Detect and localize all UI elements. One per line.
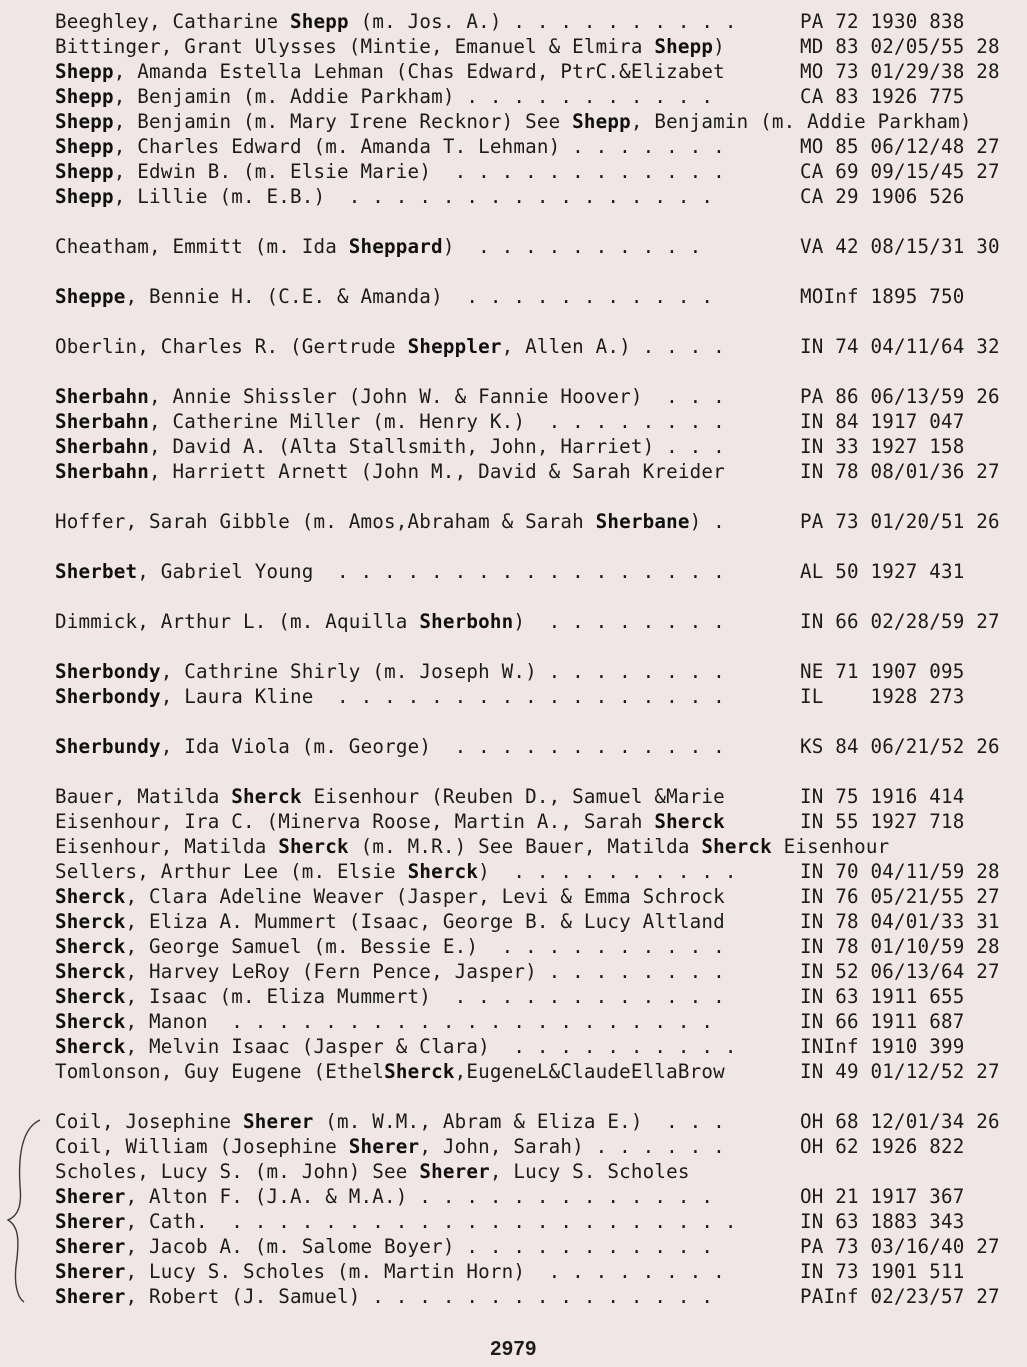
surname-highlight: Sherck <box>407 860 479 883</box>
surname-highlight: Sherbohn <box>419 610 514 633</box>
entry-record-ref: MO 85 06/12/48 27 <box>800 135 1000 158</box>
entry-record-ref: PA 86 06/13/59 26 <box>800 385 1000 408</box>
entry-text-part: , Lucy S. Scholes <box>489 1160 690 1183</box>
entry-record-ref: IN 74 04/11/64 32 <box>800 335 1000 358</box>
entry-text-part: (m. Jos. A.) . . . . . . . . . . <box>348 10 737 33</box>
entry-record-ref: IN 52 06/13/64 27 <box>800 960 1000 983</box>
entry-text-part: , Cathrine Shirly (m. Joseph W.) . . . . . . . . <box>160 660 725 683</box>
entry-text-part: , Manon . . . . . . . . . . . . . . . . . . . . . <box>125 1010 714 1033</box>
entry-text <box>55 1210 737 1234</box>
entry-text-part: , Melvin Isaac (Jasper & Clara) . . . . . . . . . . <box>125 1035 737 1058</box>
entry-record-ref: IN 66 02/28/59 27 <box>800 610 1000 633</box>
entry-text-part: , Charles Edward (m. Amanda T. Lehman) . . . . . . . <box>113 135 725 158</box>
entry-text-part: , Cath. . . . . . . . . . . . . . . . . . . . . . . <box>125 1210 737 1233</box>
entry-text <box>55 610 725 634</box>
entry-record-ref: IN 75 1916 414 <box>800 785 965 808</box>
surname-highlight: Sherck <box>701 835 772 858</box>
entry-record-ref: PA 73 01/20/51 26 <box>800 510 1000 533</box>
surname-highlight: Shepp <box>572 110 631 133</box>
entry-text <box>55 810 725 834</box>
entry-text-part: , Allen A.) . . . . <box>501 335 725 358</box>
entry-record-ref: CA 69 09/15/45 27 <box>800 160 1000 183</box>
surname-highlight: Sheppard <box>348 235 443 258</box>
entry-text-part: Oberlin, Charles R. (Gertrude <box>55 335 408 358</box>
entry-text <box>55 885 725 909</box>
entry-text-part: , John, Sarah) . . . . . . <box>419 1135 725 1158</box>
entry-text <box>55 785 725 809</box>
surname-highlight: Sherbundy <box>55 735 161 758</box>
entry-text-part: , George Samuel (m. Bessie E.) . . . . . . . . . . <box>125 935 725 958</box>
entry-text-part: (m. W.M., Abram & Eliza E.) . . . <box>313 1110 725 1133</box>
entry-text <box>55 285 713 309</box>
entry-text <box>55 235 701 259</box>
entry-text <box>55 1060 725 1084</box>
entry-record-ref: IN 78 01/10/59 28 <box>800 935 1000 958</box>
surname-highlight: Shepp <box>654 35 714 58</box>
surname-highlight: Sherer <box>55 1285 126 1308</box>
entry-record-ref: IN 33 1927 158 <box>800 435 965 458</box>
entry-text <box>55 985 725 1009</box>
surname-highlight: Sherck <box>55 985 126 1008</box>
entry-text-part: ) . <box>689 510 725 533</box>
entry-text-part: Cheatham, Emmitt (m. Ida <box>55 235 349 258</box>
entry-record-ref: IN 63 1911 655 <box>800 985 965 1008</box>
surname-highlight: Sherck <box>654 810 725 833</box>
entry-record-ref: OH 21 1917 367 <box>800 1185 965 1208</box>
entry-text <box>55 110 972 134</box>
entry-text-part: , Robert (J. Samuel) . . . . . . . . . . . . . . . <box>125 1285 714 1308</box>
surname-highlight: Sherbondy <box>55 660 161 683</box>
entry-text <box>55 960 725 984</box>
surname-highlight: Sherck <box>55 1035 126 1058</box>
entry-record-ref: IN 78 08/01/36 27 <box>800 460 1000 483</box>
surname-highlight: Sherck <box>384 1060 455 1083</box>
entry-record-ref: IN 49 01/12/52 27 <box>800 1060 1000 1083</box>
entry-text-part: , Jacob A. (m. Salome Boyer) . . . . . . . . . . . <box>125 1235 714 1258</box>
surname-highlight: Sheppler <box>407 335 502 358</box>
surname-highlight: Sherck <box>231 785 302 808</box>
entry-record-ref: OH 68 12/01/34 26 <box>800 1110 1000 1133</box>
entry-record-ref: IN 76 05/21/55 27 <box>800 885 1000 908</box>
handwritten-brace-mark <box>4 1116 44 1306</box>
entry-text-part: Beeghley, Catharine <box>55 10 291 33</box>
entry-text-part: Eisenhour, Ira C. (Minerva Roose, Martin A., Sarah <box>55 810 655 833</box>
entry-text-part: ) . . . . . . . . . . <box>442 235 702 258</box>
surname-highlight: Sherer <box>55 1260 126 1283</box>
entry-text-part: ) <box>713 35 725 58</box>
surname-highlight: Shepp <box>55 60 114 83</box>
surname-highlight: Sherer <box>55 1185 126 1208</box>
entry-text <box>55 1135 725 1159</box>
entry-text <box>55 660 725 684</box>
entry-record-ref: CA 83 1926 775 <box>800 85 965 108</box>
entry-text <box>55 1035 737 1059</box>
entry-text <box>55 10 737 34</box>
entry-text <box>55 1185 713 1209</box>
entry-text-part: , Laura Kline . . . . . . . . . . . . . . . . . <box>160 685 725 708</box>
entry-text <box>55 835 889 859</box>
entry-text-part: , Amanda Estella Lehman (Chas Edward, PtrC.&Elizabet <box>113 60 725 83</box>
entry-text <box>55 435 725 459</box>
entry-record-ref: PA 73 03/16/40 27 <box>800 1235 1000 1258</box>
entry-text-part: , Edwin B. (m. Elsie Marie) . . . . . . . . . . . . <box>113 160 725 183</box>
entry-record-ref: MOInf 1895 750 <box>800 285 965 308</box>
page-number: 2979 <box>490 1338 537 1360</box>
entry-record-ref: MO 73 01/29/38 28 <box>800 60 1000 83</box>
surname-highlight: Sherer <box>419 1160 490 1183</box>
entry-record-ref: PA 72 1930 838 <box>800 10 965 33</box>
entry-record-ref: NE 71 1907 095 <box>800 660 965 683</box>
surname-highlight: Sherck <box>278 835 349 858</box>
entry-text-part: , Gabriel Young . . . . . . . . . . . . . . . . . <box>137 560 725 583</box>
surname-highlight: Shepp <box>55 85 114 108</box>
entry-text-part: , Catherine Miller (m. Henry K.) . . . . . . . . <box>149 410 725 433</box>
entry-text-part: , Ida Viola (m. George) . . . . . . . . . . . . <box>160 735 725 758</box>
entry-text-part: (m. M.R.) See Bauer, Matilda <box>348 835 702 858</box>
surname-highlight: Shepp <box>55 160 114 183</box>
entry-text-part: , Eliza A. Mummert (Isaac, George B. & Lucy Altland <box>125 910 725 933</box>
surname-highlight: Sherck <box>55 1010 126 1033</box>
entry-record-ref: IN 66 1911 687 <box>800 1010 965 1033</box>
surname-highlight: Sherbane <box>595 510 690 533</box>
entry-record-ref: PAInf 02/23/57 27 <box>800 1285 1000 1308</box>
surname-highlight: Sherck <box>55 960 126 983</box>
entry-text-part: Bittinger, Grant Ulysses (Mintie, Emanuel & Elmira <box>55 35 655 58</box>
entry-text <box>55 60 725 84</box>
entry-text <box>55 135 725 159</box>
entry-text <box>55 35 725 59</box>
surname-highlight: Sherer <box>348 1135 420 1158</box>
surname-highlight: Sherbahn <box>55 460 150 483</box>
entry-text <box>55 860 737 884</box>
entry-text-part: Eisenhour, Matilda <box>55 835 279 858</box>
entry-text-part: ) . . . . . . . . <box>513 610 725 633</box>
surname-highlight: Shepp <box>55 135 114 158</box>
entry-record-ref: IN 70 04/11/59 28 <box>800 860 1000 883</box>
entry-text-part: Coil, William (Josephine <box>55 1135 349 1158</box>
entry-text-part: Eisenhour <box>771 835 890 858</box>
entry-text-part: Tomlonson, Guy Eugene (Ethel <box>55 1060 385 1083</box>
entry-text-part: , Lillie (m. E.B.) . . . . . . . . . . . . . . . . <box>113 185 714 208</box>
entry-text <box>55 1260 725 1284</box>
surname-highlight: Sherbet <box>55 560 138 583</box>
entry-text <box>55 685 725 709</box>
surname-highlight: Sherbondy <box>55 685 161 708</box>
entry-record-ref: CA 29 1906 526 <box>800 185 965 208</box>
surname-highlight: Sherck <box>55 885 126 908</box>
entry-text-part: Hoffer, Sarah Gibble (m. Amos,Abraham & Sarah <box>55 510 596 533</box>
entry-record-ref: IL 1928 273 <box>800 685 965 708</box>
surname-highlight: Shepp <box>55 110 114 133</box>
surname-highlight: Sherbahn <box>55 410 150 433</box>
entry-text-part: Dimmick, Arthur L. (m. Aquilla <box>55 610 420 633</box>
surname-highlight: Sherbahn <box>55 385 150 408</box>
entry-record-ref: IN 63 1883 343 <box>800 1210 965 1233</box>
entry-text-part: Sellers, Arthur Lee (m. Elsie <box>55 860 408 883</box>
entry-text-part: Eisenhour (Reuben D., Samuel &Marie <box>301 785 725 808</box>
surname-highlight: Sherer <box>243 1110 314 1133</box>
entry-text <box>55 1010 713 1034</box>
entry-text <box>55 85 713 109</box>
entry-text <box>55 460 725 484</box>
entry-text <box>55 160 725 184</box>
entry-text-part: , Benjamin (m. Mary Irene Recknor) See <box>113 110 573 133</box>
entry-text-part: , Harvey LeRoy (Fern Pence, Jasper) . . . . . . . . <box>125 960 725 983</box>
entry-text-part: , Isaac (m. Eliza Mummert) . . . . . . . . . . . . <box>125 985 725 1008</box>
entry-text <box>55 410 725 434</box>
entry-record-ref: IN 73 1901 511 <box>800 1260 965 1283</box>
surname-highlight: Sherck <box>55 935 126 958</box>
entry-record-ref: MD 83 02/05/55 28 <box>800 35 1000 58</box>
entry-text <box>55 385 725 409</box>
entry-text <box>55 335 725 359</box>
entry-text-part: , Clara Adeline Weaver (Jasper, Levi & Emma Schrock <box>125 885 725 908</box>
surname-highlight: Shepp <box>55 185 114 208</box>
entry-text <box>55 1110 725 1134</box>
surname-highlight: Sherer <box>55 1210 126 1233</box>
entry-record-ref: IN 84 1917 047 <box>800 410 965 433</box>
entry-record-ref: INInf 1910 399 <box>800 1035 965 1058</box>
entry-text <box>55 1285 713 1309</box>
entry-text <box>55 910 725 934</box>
entry-text-part: Bauer, Matilda <box>55 785 232 808</box>
entry-record-ref: IN 78 04/01/33 31 <box>800 910 1000 933</box>
entry-record-ref: OH 62 1926 822 <box>800 1135 965 1158</box>
entry-text-part: , David A. (Alta Stallsmith, John, Harriet) . . . <box>149 435 725 458</box>
surname-highlight: Sherbahn <box>55 435 150 458</box>
entry-text-part: , Benjamin (m. Addie Parkham) <box>630 110 972 133</box>
entry-text-part: , Alton F. (J.A. & M.A.) . . . . . . . . . . . . . <box>125 1185 714 1208</box>
entry-text <box>55 510 725 534</box>
entry-text-part: , Harriett Arnett (John M., David & Sarah Kreider <box>149 460 725 483</box>
surname-highlight: Sherer <box>55 1235 126 1258</box>
entry-record-ref: KS 84 06/21/52 26 <box>800 735 1000 758</box>
entry-text <box>55 935 725 959</box>
entry-text <box>55 735 725 759</box>
entry-text-part: ,EugeneL&ClaudeEllaBrow <box>454 1060 725 1083</box>
entry-text <box>55 185 713 209</box>
surname-highlight: Sheppe <box>55 285 126 308</box>
entry-record-ref: VA 42 08/15/31 30 <box>800 235 1000 258</box>
surname-highlight: Shepp <box>290 10 349 33</box>
entry-text <box>55 1160 690 1184</box>
entry-text-part: ) . . . . . . . . . . <box>478 860 737 883</box>
entry-text-part: , Annie Shissler (John W. & Fannie Hoover) . . . <box>149 385 725 408</box>
entry-record-ref: IN 55 1927 718 <box>800 810 965 833</box>
entry-record-ref: AL 50 1927 431 <box>800 560 965 583</box>
entry-text-part: , Benjamin (m. Addie Parkham) . . . . . . . . . . . <box>113 85 714 108</box>
entry-text-part: Coil, Josephine <box>55 1110 244 1133</box>
entry-text <box>55 560 725 584</box>
entry-text <box>55 1235 713 1259</box>
entry-text-part: , Bennie H. (C.E. & Amanda) . . . . . . . . . . . <box>125 285 714 308</box>
surname-highlight: Sherck <box>55 910 126 933</box>
entry-text-part: Scholes, Lucy S. (m. John) See <box>55 1160 420 1183</box>
entry-text-part: , Lucy S. Scholes (m. Martin Horn) . . . . . . . . <box>125 1260 725 1283</box>
